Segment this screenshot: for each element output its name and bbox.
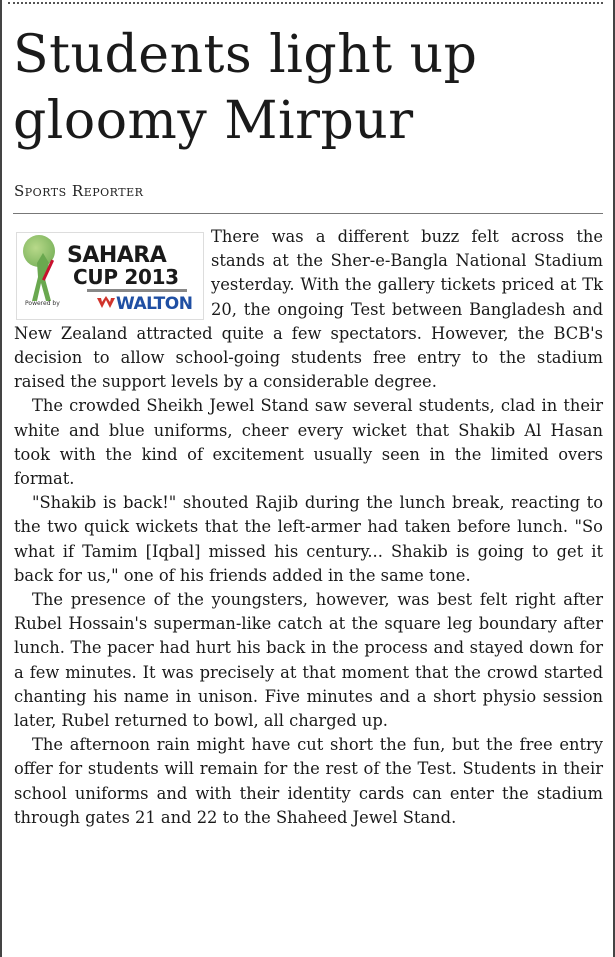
sponsor-name: WALTON [116,294,193,314]
left-column-rule [0,0,2,957]
byline-divider [13,213,603,214]
article-paragraph: There was a different buzz felt across the stands at the Sher-e-Bangla National Stadium yesterday. With the gallery tickets priced at Tk 20, the ongoing Test between Bangladesh and New Zealand attracted quite a few spectators. However, the BCB's decision to allow school-going students free entry to the stadium raised the support levels by a considerable degree. [14,227,603,392]
article-paragraph: "Shakib is back!" shouted Rajib during the lunch break, reacting to the two quick wickets that the left-armer had taken before lunch. "So what if Tamim [Iqbal] missed his century... Shakib is going to get it back for us," one of his friends added in the same tone. [14,493,603,585]
logo-title: SAHARA [67,243,167,268]
article-paragraph: The crowded Sheikh Jewel Stand saw several students, clad in their white and blue uniforms, cheer every wicket that Shakib Al Hasan took with the kind of excitement usually seen in the limited overs format. [14,396,603,489]
article-paragraph: The afternoon rain might have cut short the fun, but the free entry offer for students will remain for the rest of the Test. Students in their school uniforms and with their identity cards can enter the stadium through gates 21 and 22 to the Shaheed Jewel Stand. [14,735,603,827]
article-paragraph: The presence of the youngsters, however, was best felt right after Rubel Hossain's superman-like catch at the square leg boundary after lunch. The pacer had hurt his back in the process and stayed down for a few minutes. It was precisely at that moment that the crowd started chanting his name in unison. Five minutes and a short physio session later, Rubel returned to bowl, all charged up. [14,590,603,731]
powered-by-label: Powered by [25,300,60,307]
byline: Sports Reporter [14,182,144,200]
article-body [14,225,603,830]
headline: Students light up gloomy Mirpur [13,25,478,151]
top-dotted-rule [8,2,603,4]
logo-subtitle: CUP 2013 [73,265,179,289]
logo-float-spacer [14,225,211,320]
